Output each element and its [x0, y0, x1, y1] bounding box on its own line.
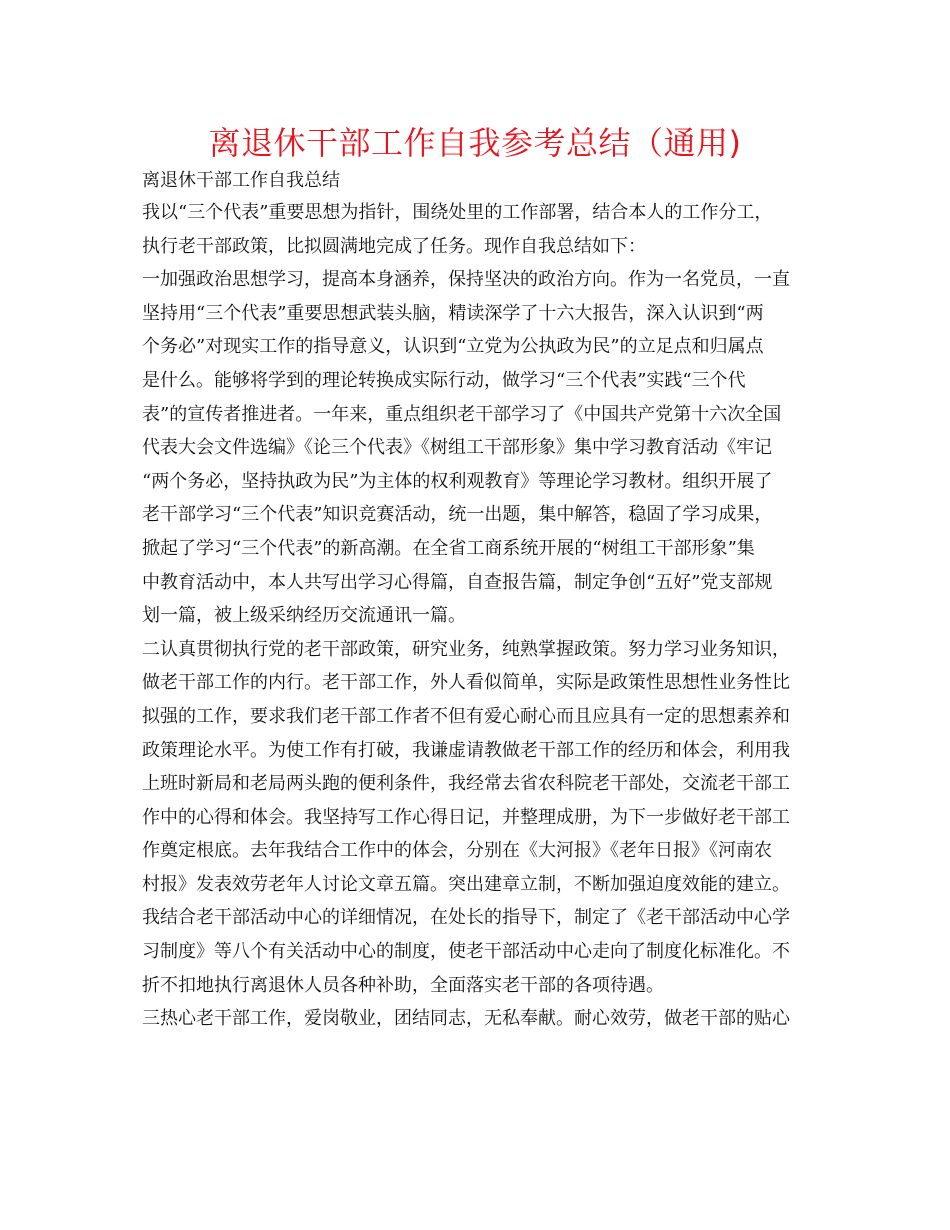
body-line: 老干部学习“三个代表”知识竞赛活动，统一出题，集中解答，稳固了学习成果，	[142, 504, 773, 526]
body-line: 折不扣地执行离退休人员各种补助，全面落实老干部的各项待遇。	[142, 974, 664, 996]
body-line: 村报》发表效劳老年人讨论文章五篇。突出建章立制，不断加强迫度效能的建立。	[142, 873, 790, 895]
body-line: 执行老干部政策，比拟圆满地完成了任务。现作自我总结如下：	[142, 235, 646, 257]
body-line: “两个务必，坚持执政为民”为主体的权利观教育》等理论学习教材。组织开展了	[142, 470, 773, 492]
document-subtitle: 离退休干部工作自我总结	[142, 170, 340, 191]
body-line: 作中的心得和体会。我坚持写工作心得日记，并整理成册，为下一步做好老干部工	[142, 806, 790, 828]
body-line: 个务必”对现实工作的指导意义，认识到“立党为公执政为民”的立足点和归属点	[142, 336, 764, 358]
body-line: 政策理论水平。为使工作有打破，我谦虚请教做老干部工作的经历和体会，利用我	[142, 739, 790, 761]
body-line: 我以“三个代表”重要思想为指针，围绕处里的工作部署，结合本人的工作分工，	[142, 202, 773, 223]
body-line: 三热心老干部工作，爱岗敬业，团结同志，无私奉献。耐心效劳，做老干部的贴心	[142, 1008, 790, 1030]
body-line: 二认真贯彻执行党的老干部政策，研究业务，纯熟掌握政策。努力学习业务知识，	[142, 638, 790, 660]
body-line: 表”的宣传者推进者。一年来，重点组织老干部学习了《中国共产党第十六次全国	[142, 403, 782, 425]
body-line: 习制度》等八个有关活动中心的制度，使老干部活动中心走向了制度化标准化。不	[142, 941, 790, 963]
body-line: 代表大会文件选编》《论三个代表》《树组工干部形象》集中学习教育活动《牢记	[142, 437, 772, 459]
body-line: 坚持用“三个代表”重要思想武装头脑，精读深学了十六大报告，深入认识到“两	[142, 302, 764, 324]
body-line: 掀起了学习“三个代表”的新高潮。在全省工商系统开展的“树组工干部形象”集	[142, 537, 755, 559]
body-line: 中教育活动中，本人共写出学习心得篇，自查报告篇，制定争创“五好”党支部规	[142, 571, 773, 593]
body-line: 拟强的工作，要求我们老干部工作者不但有爱心耐心而且应具有一定的思想素养和	[142, 705, 790, 727]
body-line: 我结合老干部活动中心的详细情况，在处长的指导下，制定了《老干部活动中心学	[142, 907, 790, 929]
body-line: 划一篇，被上级采纳经历交流通讯一篇。	[142, 605, 466, 627]
document-body	[142, 196, 812, 1036]
body-line: 一加强政治思想学习，提高本身涵养，保持坚决的政治方向。作为一名党员，一直	[142, 269, 790, 291]
body-line: 上班时新局和老局两头跑的便利条件，我经常去省农科院老干部处，交流老干部工	[142, 773, 790, 795]
body-line: 做老干部工作的内行。老干部工作，外人看似简单，实际是政策性思想性业务性比	[142, 672, 790, 694]
body-line: 是什么。能够将学到的理论转换成实际行动，做学习“三个代表”实践“三个代	[142, 369, 746, 391]
document-title: 离退休干部工作自我参考总结（通用)	[208, 124, 742, 162]
body-line: 作奠定根底。去年我结合工作中的体会，分别在《大河报》《老年日报》《河南农	[142, 840, 772, 862]
